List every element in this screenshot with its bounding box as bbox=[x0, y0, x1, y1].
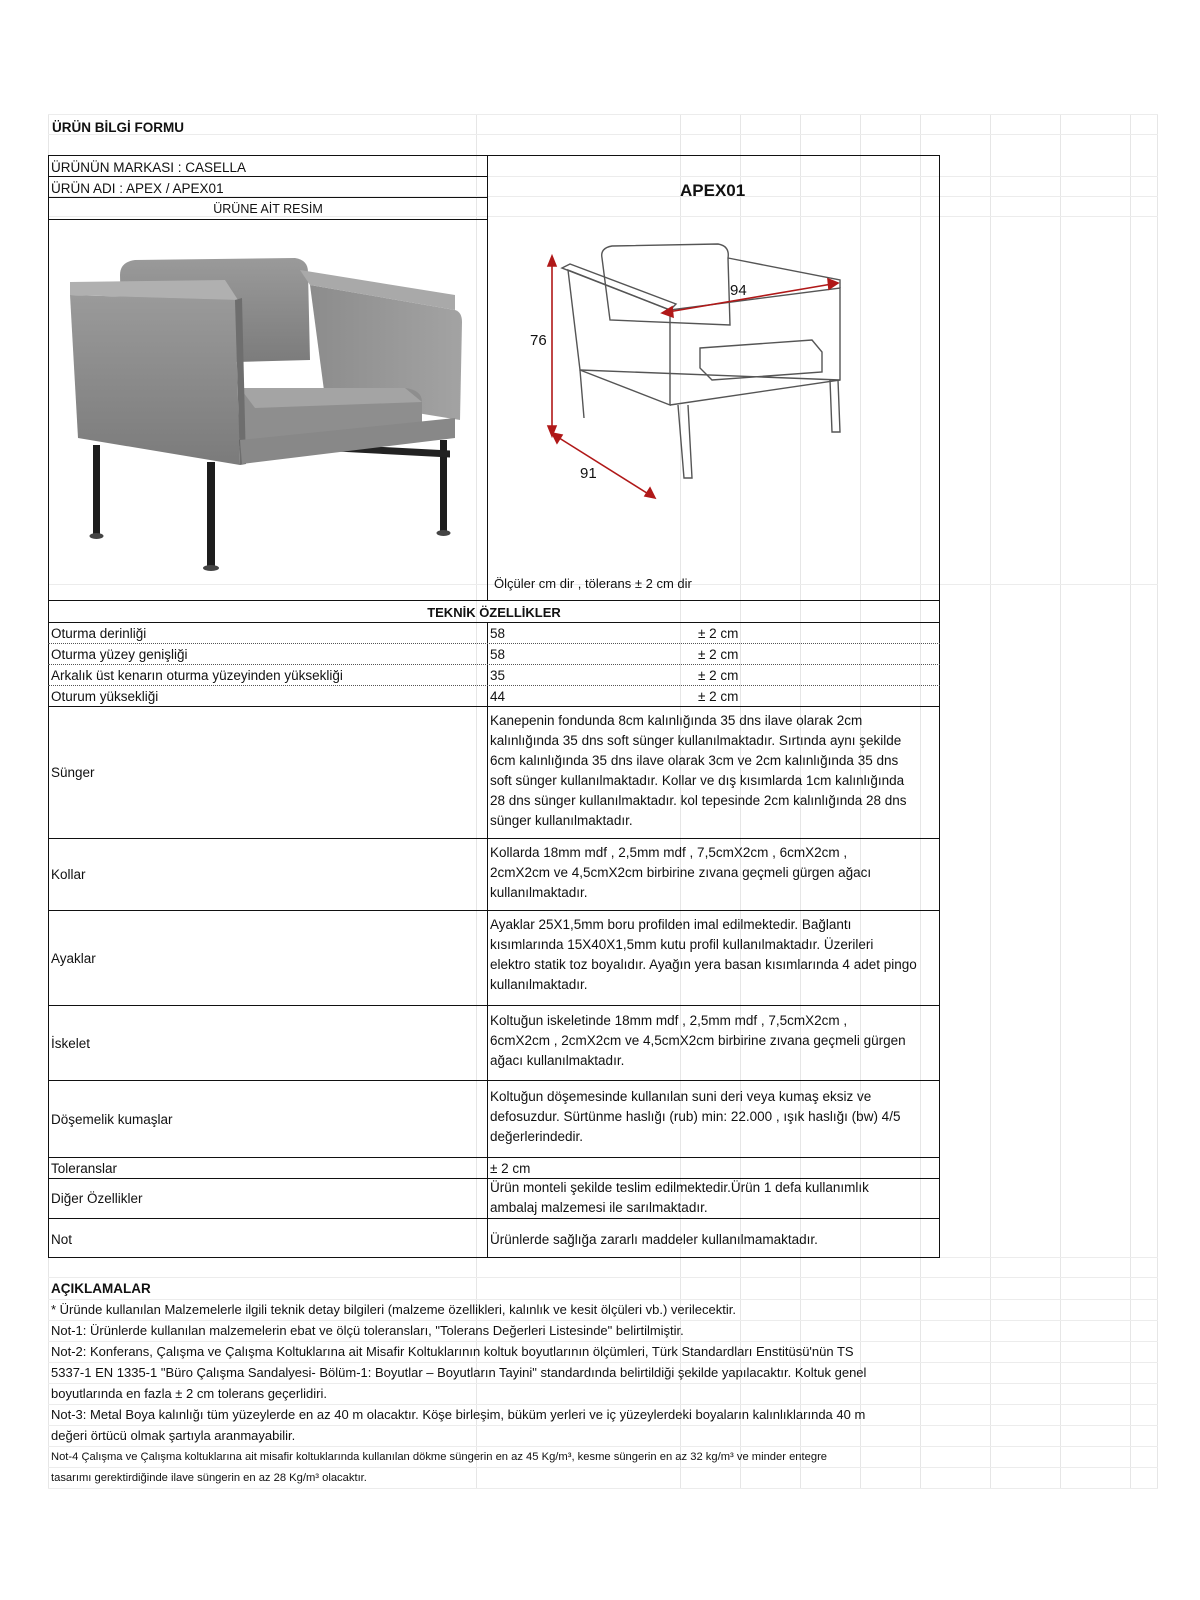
brand-label: ÜRÜNÜN MARKASI : CASELLA bbox=[51, 160, 247, 175]
spec-value-kollar: Kollarda 18mm mdf , 2,5mm mdf , 7,5cmX2cm , 6cmX2cm , 2cmX2cm ve 4,5cmX2cm birbirine zıvana geçmeli gürgen ağacı kullanılmaktadır. bbox=[490, 845, 872, 900]
width-dimension: 94 bbox=[730, 282, 747, 299]
spec-value-ayaklar: Ayaklar 25X1,5mm boru profilden imal edilmektedir. Bağlantı kısımlarında 15X40X1,5mm kutu profil kullanılmaktadır. Üzerileri elektro statik toz boyalıdır. Ayağın yera basan kısımlarında 4 adet pingo kullanılmaktadır. bbox=[490, 917, 917, 992]
spec-label-toleranslar: Toleranslar bbox=[51, 1161, 118, 1176]
note-line: tasarımı gerektirdiğinde ilave süngerin en az 28 Kg/m³ olacaktır. bbox=[51, 1472, 367, 1484]
spec-label-sunger: Sünger bbox=[51, 765, 95, 780]
spec-value-iskelet: Koltuğun iskeletinde 18mm mdf , 2,5mm mdf , 7,5cmX2cm , 6cmX2cm , 2cmX2cm ve 4,5cmX2cm birbirine zıvana geçmeli gürgen ağacı kullanılmaktadır. bbox=[490, 1013, 906, 1068]
depth-dimension: 91 bbox=[580, 465, 597, 482]
spec-value-toleranslar: ± 2 cm bbox=[490, 1161, 531, 1176]
note-line: değeri örtücü olmak şartıyla aranmayabilir. bbox=[51, 1428, 296, 1443]
note-line: 5337-1 EN 1335-1 "Büro Çalışma Sandalyesi- Bölüm-1: Boyutlar – Boyutların Tayini" standardında belirtildiği şekilde yapılacaktır. Koltuk genel bbox=[51, 1365, 867, 1380]
note-line: Not-2: Konferans, Çalışma ve Çalışma Koltuklarına ait Misafir Koltuklarının koltuk boyutlarının ölçümleri, Türk Standardları Enstitüsü'nün TS bbox=[51, 1344, 854, 1359]
spec-value-dosemelik: Koltuğun döşemesinde kullanılan suni deri veya kumaş eksiz ve defosuzdur. Sürtünme haslığı (rub) min: 22.000 , ışık haslığı (bw) 4/5 değerlerindedir. bbox=[490, 1089, 901, 1144]
spec-label-iskelet: İskelet bbox=[51, 1036, 91, 1051]
product-name-label: ÜRÜN ADI : APEX / APEX01 bbox=[51, 181, 224, 196]
note-line: Not-3: Metal Boya kalınlığı tüm yüzeylerde en az 40 m olacaktır. Köşe birleşim, büküm yerleri ve iç yüzeylerdeki boyaların kalınlıklarında 40 m bbox=[51, 1407, 866, 1422]
note-line: Not-1: Ürünlerde kullanılan malzemelerin ebat ve ölçü toleransları, "Tolerans Değerleri Listesinde" belirtilmiştir. bbox=[51, 1323, 684, 1338]
note-line: Not-4 Çalışma ve Çalışma koltuklarına ait misafir koltuklarında kullanılan dökme süngerin en az 45 Kg/m³, kesme süngerin en az 32 kg/m³ ve minder entegre bbox=[51, 1451, 828, 1463]
note-line: * Üründe kullanılan Malzemelerle ilgili teknik detay bilgileri (malzeme özellikleri, kalınlık ve kesit ölçüleri vb.) verilecektir. bbox=[51, 1302, 736, 1317]
note-line: boyutlarında en fazla ± 2 cm tolerans geçerlidiri. bbox=[51, 1386, 327, 1401]
armchair-photo bbox=[60, 240, 480, 580]
notes-title: AÇIKLAMALAR bbox=[51, 1281, 151, 1296]
spec-label-not: Not bbox=[51, 1232, 73, 1247]
form-title: ÜRÜN BİLGİ FORMU bbox=[52, 120, 184, 135]
model-code: APEX01 bbox=[680, 181, 746, 200]
image-header: ÜRÜNE AİT RESİM bbox=[213, 202, 323, 216]
spec-label-dosemelik: Döşemelik kumaşlar bbox=[51, 1112, 173, 1127]
spec-value-diger: Ürün monteli şekilde teslim edilmektedir.Ürün 1 defa kullanımlık ambalaj malzemesi ile sarılmaktadır. bbox=[490, 1180, 869, 1215]
dimension-drawing bbox=[530, 240, 880, 540]
dimension-note: Ölçüler cm dir , tölerans ± 2 cm dir bbox=[494, 576, 692, 591]
spec-value-not: Ürünlerde sağlığa zararlı maddeler kullanılmamaktadır. bbox=[490, 1232, 818, 1247]
spec-label-ayaklar: Ayaklar bbox=[51, 951, 96, 966]
height-dimension: 76 bbox=[530, 332, 547, 349]
spec-label-diger: Diğer Özellikler bbox=[51, 1191, 143, 1206]
spec-label-kollar: Kollar bbox=[51, 867, 86, 882]
tech-header: TEKNİK ÖZELLİKLER bbox=[427, 605, 561, 620]
spec-value-sunger: Kanepenin fondunda 8cm kalınlığında 35 dns ilave olarak 2cm kalınlığında 35 dns soft sünger kullanılmaktadır. Sırtında aynı şekilde 6cm kalınlığında 35 dns ilave olarak 3cm ve 2cm kalınlığında 35 dns soft sünger kullanılmaktadır. Kollar ve dış kısımlarda 1cm kalınlığında 28 dns sünger kullanılmaktadır. kol tepesinde 2cm kalınlığında 28 dns sünger kullanılmaktadır. bbox=[490, 713, 907, 828]
